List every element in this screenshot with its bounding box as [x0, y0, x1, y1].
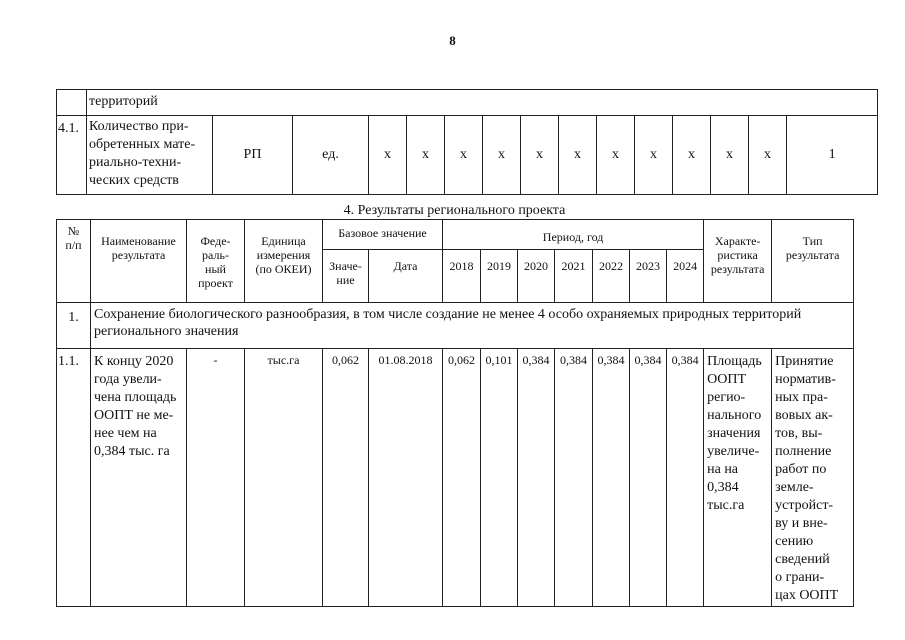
result-year-value: 0,384 — [667, 349, 704, 607]
indicator-mark: х — [749, 116, 787, 195]
indicator-mark: х — [369, 116, 407, 195]
result-characteristic: Площадь ООПТ регио- нального значения увеличе- на на 0,384 тыс.га — [704, 349, 772, 607]
header-unit: Единица измерения (по ОКЕИ) — [245, 220, 323, 303]
result-row — [57, 349, 854, 607]
indicator-row — [57, 116, 878, 195]
section-num: 1. — [57, 303, 91, 349]
header-year: 2022 — [593, 250, 630, 303]
result-base-value: 0,062 — [323, 349, 369, 607]
header-year: 2020 — [518, 250, 555, 303]
header-row-1 — [57, 220, 854, 250]
continuation-num-cell — [57, 90, 87, 116]
header-base: Базовое значение — [323, 220, 443, 250]
result-federal: - — [187, 349, 245, 607]
indicator-unit: ед. — [293, 116, 369, 195]
result-type: Принятие норматив- ных пра- вовых ак- тов, вы- полнение работ по земле- устройст- ву и вне- сению сведений о грани- цах ООПТ — [772, 349, 854, 607]
header-type: Тип результата — [772, 220, 854, 303]
continuation-text: территорий — [87, 90, 878, 116]
header-year: 2019 — [481, 250, 518, 303]
indicator-value: 1 — [787, 116, 878, 195]
header-year: 2021 — [555, 250, 593, 303]
header-federal: Феде- раль- ный проект — [187, 220, 245, 303]
result-year-value: 0,101 — [481, 349, 518, 607]
header-num: № п/п — [57, 220, 91, 303]
header-year: 2018 — [443, 250, 481, 303]
header-base-value: Значе- ние — [323, 250, 369, 303]
indicator-num: 4.1. — [57, 116, 87, 195]
section-row — [57, 303, 854, 349]
indicator-mark: х — [559, 116, 597, 195]
result-name: К концу 2020 года увели- чена площадь ООПТ не ме- нее чем на 0,384 тыс. га — [91, 349, 187, 607]
header-year: 2024 — [667, 250, 704, 303]
indicator-mark: х — [445, 116, 483, 195]
header-characteristic: Характе- ристика результата — [704, 220, 772, 303]
continuation-row — [57, 90, 878, 116]
indicator-name: Количество при- обретенных мате- риально-техни- ческих средств — [87, 116, 213, 195]
result-year-value: 0,384 — [630, 349, 667, 607]
results-table — [56, 219, 854, 607]
result-year-value: 0,062 — [443, 349, 481, 607]
result-year-value: 0,384 — [555, 349, 593, 607]
indicators-table — [56, 89, 878, 195]
result-year-value: 0,384 — [593, 349, 630, 607]
result-unit: тыс.га — [245, 349, 323, 607]
indicator-mark: х — [407, 116, 445, 195]
page-number: 8 — [449, 33, 456, 48]
indicator-mark: х — [635, 116, 673, 195]
indicator-mark: х — [673, 116, 711, 195]
result-base-date: 01.08.2018 — [369, 349, 443, 607]
header-name: Наименование результата — [91, 220, 187, 303]
indicator-mark: х — [597, 116, 635, 195]
indicator-mark: х — [483, 116, 521, 195]
result-num: 1.1. — [57, 349, 91, 607]
header-base-date: Дата — [369, 250, 443, 303]
result-year-value: 0,384 — [518, 349, 555, 607]
indicator-mark: х — [711, 116, 749, 195]
section-title: 4. Результаты регионального проекта — [343, 203, 566, 218]
header-period: Период, год — [443, 220, 704, 250]
indicator-level: РП — [213, 116, 293, 195]
header-year: 2023 — [630, 250, 667, 303]
indicator-mark: х — [521, 116, 559, 195]
section-text: Сохранение биологического разнообразия, в том числе создание не менее 4 особо охраняемых природных территорий регионального значения — [91, 303, 854, 349]
